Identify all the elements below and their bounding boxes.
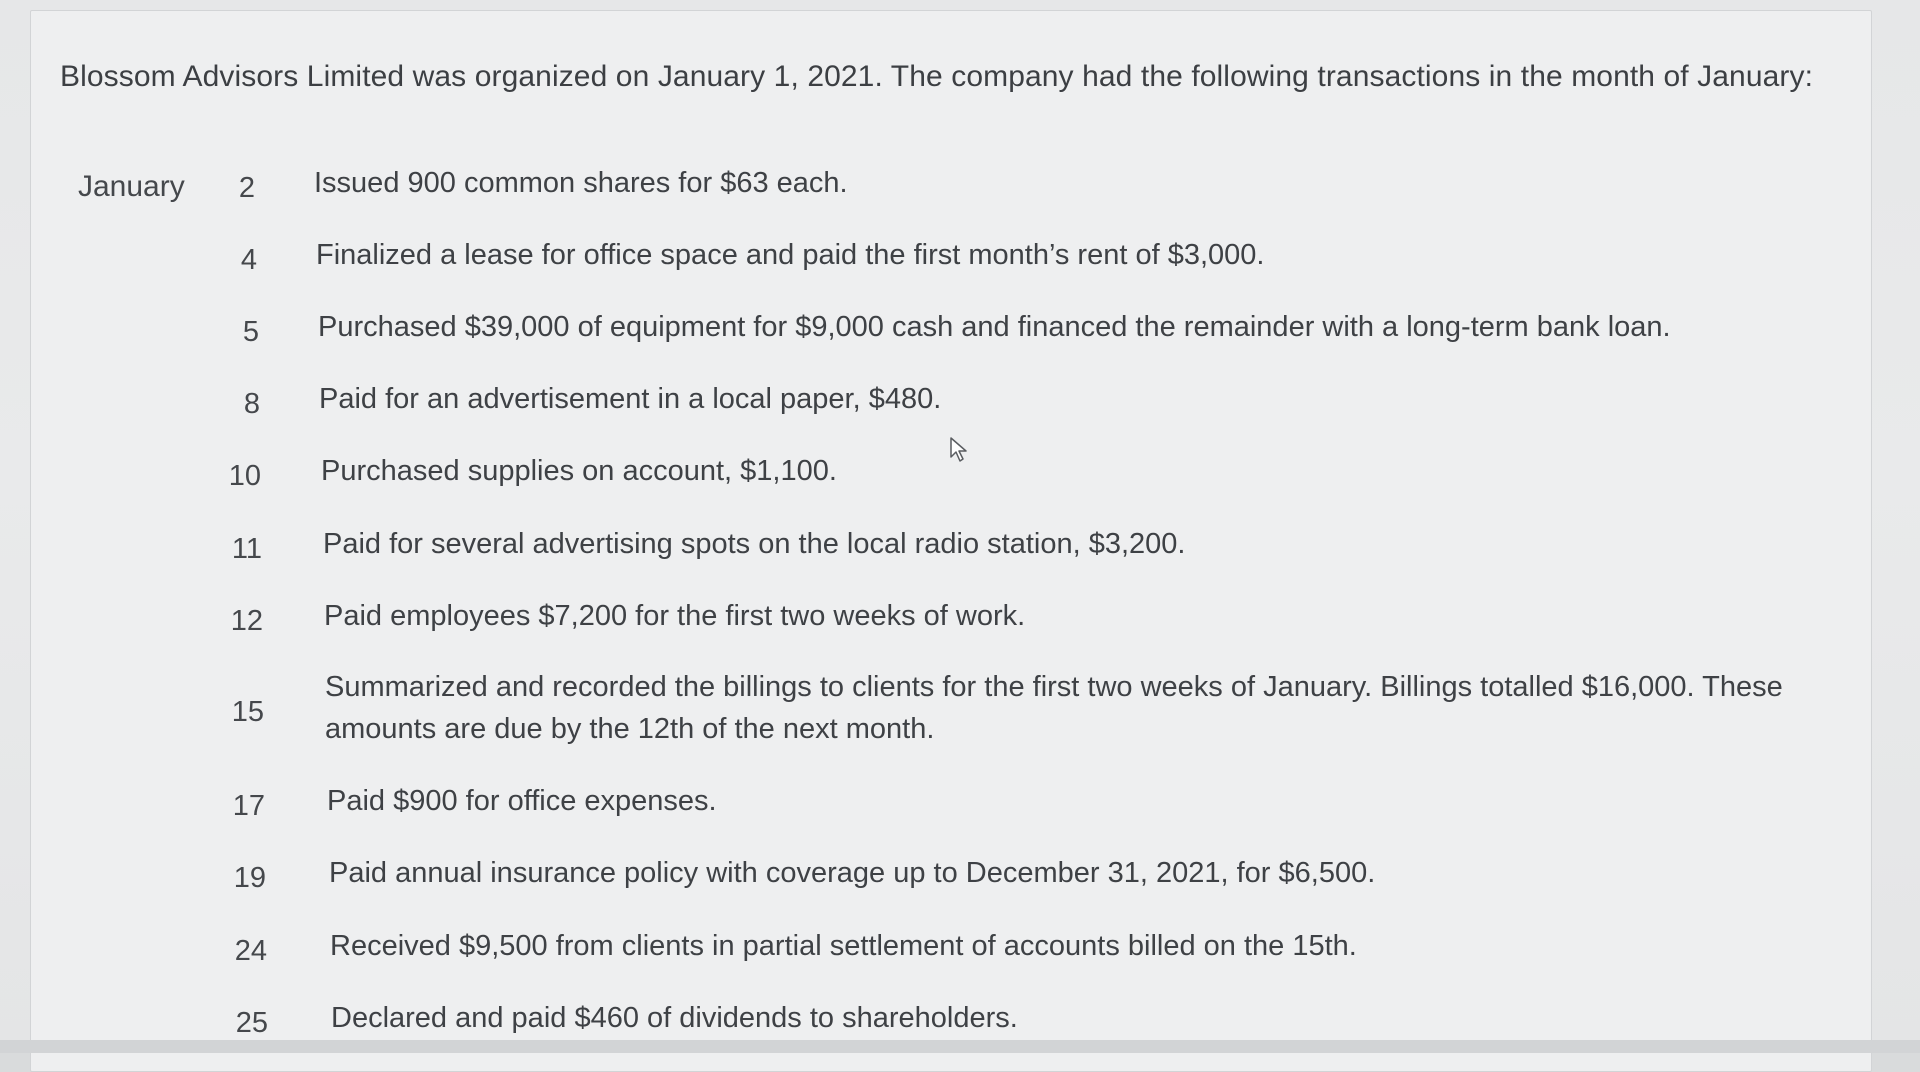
transaction-text: Summarized and recorded the billings to clients for the first two weeks of January. Billings totalled $16,000. These amounts are due by the 12th of the next month. [325,671,1783,745]
transaction-day: 15 [231,696,264,728]
mouse-pointer-icon [949,437,971,463]
transaction-day: 5 [242,316,259,348]
transaction-day: 10 [228,460,261,492]
transaction-text: Purchased supplies on account, $1,100. [321,455,837,487]
transaction-day: 24 [234,935,267,967]
transaction-text: Paid for several advertising spots on the local radio station, $3,200. [323,528,1186,560]
transaction-day: 8 [243,388,260,420]
transaction-text: Paid for an advertisement in a local paper, $480. [319,383,942,415]
transaction-text: Finalized a lease for office space and paid the first month’s rent of $3,000. [316,239,1265,271]
transaction-text: Purchased $39,000 of equipment for $9,000 cash and financed the remainder with a long-term bank loan. [318,311,1671,343]
transaction-text: Paid employees $7,200 for the first two weeks of work. [324,600,1026,632]
intro-text: Blossom Advisors Limited was organized on January 1, 2021. The company had the following transactions in the month of January: [60,60,1814,93]
transaction-day: 12 [230,605,263,637]
transaction-day: 2 [238,172,255,204]
transaction-day: 17 [232,790,265,822]
transaction-text: Paid annual insurance policy with coverage up to December 31, 2021, for $6,500. [329,857,1376,889]
transaction-day: 4 [240,244,257,276]
transaction-text: Received $9,500 from clients in partial settlement of accounts billed on the 15th. [330,930,1357,962]
transaction-day: 19 [233,862,266,894]
transaction-text: Declared and paid $460 of dividends to shareholders. [331,1002,1018,1034]
transaction-text: Issued 900 common shares for $63 each. [314,167,848,199]
transaction-text: Paid $900 for office expenses. [327,785,717,817]
transaction-day: 25 [235,1007,268,1039]
month-label: January [78,170,185,203]
transaction-day: 11 [231,533,262,565]
bottom-edge [0,1040,1920,1053]
